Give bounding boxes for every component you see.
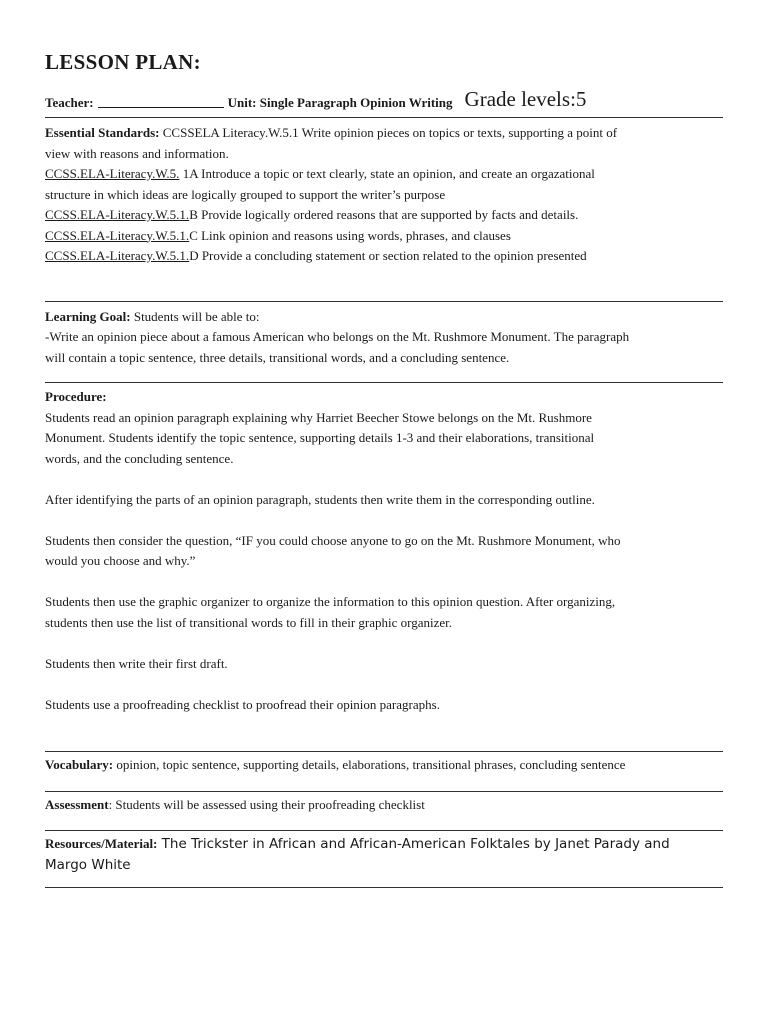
procedure-paragraph: Students then write their first draft. <box>45 655 228 671</box>
divider <box>45 751 723 752</box>
procedure-paragraph: Students then use the graphic organizer to organize the information to this opinion question. After organizing, <box>45 594 616 609</box>
vocabulary-text: opinion, topic sentence, supporting details, elaborations, transitional phrases, concluding sentence <box>113 757 626 772</box>
standard-a-text: 1A Introduce a topic or text clearly, state an opinion, and create an orgazational <box>179 166 595 181</box>
vocabulary-label: Vocabulary: <box>45 757 114 772</box>
divider <box>45 301 723 302</box>
learning-goal-label: Learning Goal: <box>45 308 131 324</box>
standards-label: Essential Standards: <box>45 125 160 140</box>
divider <box>45 117 723 118</box>
standard-c-link[interactable]: CCSS.ELA-Literacy.W.5.1. <box>45 227 190 243</box>
learning-goal-intro: Students will be able to: <box>130 308 260 324</box>
standard-d-text: D Provide a concluding statement or section related to the opinion presented <box>189 248 587 263</box>
learning-goal-section <box>45 307 723 369</box>
procedure-paragraph: Students use a proofreading checklist to proofread their opinion paragraphs. <box>45 696 440 712</box>
standard-b-text: B Provide logically ordered reasons that are supported by facts and details. <box>189 207 579 222</box>
resources-label: Resources/Material: <box>45 836 158 851</box>
teacher-label: Teacher: <box>45 95 94 110</box>
procedure-paragraph: After identifying the parts of an opinion paragraph, students then write them in the corresponding outline. <box>45 491 595 507</box>
page-title: LESSON PLAN: <box>45 50 201 74</box>
standards-intro-cont: view with reasons and information. <box>45 145 229 161</box>
assessment-text: : Students will be assessed using their proofreading checklist <box>108 796 425 812</box>
resources-text-cont: Margo White <box>45 856 131 873</box>
divider <box>45 791 723 792</box>
learning-goal-line: will contain a topic sentence, three details, transitional words, and a concluding sentence. <box>45 349 510 365</box>
standard-c-text: C Link opinion and reasons using words, phrases, and clauses <box>189 227 511 243</box>
divider <box>45 830 723 831</box>
teacher-blank-line <box>98 106 224 108</box>
divider <box>45 887 723 888</box>
resources-text: The Trickster in African and African-American Folktales by Janet Parady and <box>157 836 670 852</box>
procedure-paragraph: Monument. Students identify the topic sentence, supporting details 1-3 and their elaborations, transitional <box>45 430 595 445</box>
vocabulary-section <box>45 755 723 776</box>
resources-section <box>45 834 723 875</box>
teacher-row <box>45 83 723 111</box>
standard-a-cont: structure in which ideas are logically grouped to support the writer’s purpose <box>45 186 446 202</box>
standard-b-link[interactable]: CCSS.ELA-Literacy.W.5.1. <box>45 207 190 222</box>
standard-d-link[interactable]: CCSS.ELA-Literacy.W.5.1. <box>45 248 190 263</box>
unit-text: Unit: Single Paragraph Opinion Writing <box>227 95 453 110</box>
procedure-paragraph: words, and the concluding sentence. <box>45 450 234 466</box>
procedure-paragraph: Students read an opinion paragraph explaining why Harriet Beecher Stowe belongs on the Mt. Rushmore <box>45 409 592 425</box>
procedure-paragraph: would you choose and why.” <box>45 553 196 568</box>
learning-goal-line: -Write an opinion piece about a famous American who belongs on the Mt. Rushmore Monument. The paragraph <box>45 329 630 344</box>
standards-intro: CCSSELA Literacy.W.5.1 Write opinion pieces on topics or texts, supporting a point of <box>162 125 618 140</box>
assessment-section <box>45 795 723 816</box>
divider <box>45 382 723 383</box>
standards-section <box>45 123 723 267</box>
lesson-plan-document <box>45 50 723 888</box>
procedure-paragraph: Students then consider the question, “IF you could choose anyone to go on the Mt. Rushmore Monument, who <box>45 532 621 548</box>
procedure-section <box>45 387 723 715</box>
assessment-label: Assessment <box>45 796 109 812</box>
procedure-paragraph: students then use the list of transitional words to fill in their graphic organizer. <box>45 614 453 630</box>
procedure-label: Procedure: <box>45 389 107 404</box>
standard-a-link[interactable]: CCSS.ELA-Literacy.W.5. <box>45 166 180 181</box>
grade-levels: Grade levels:5 <box>464 87 587 111</box>
